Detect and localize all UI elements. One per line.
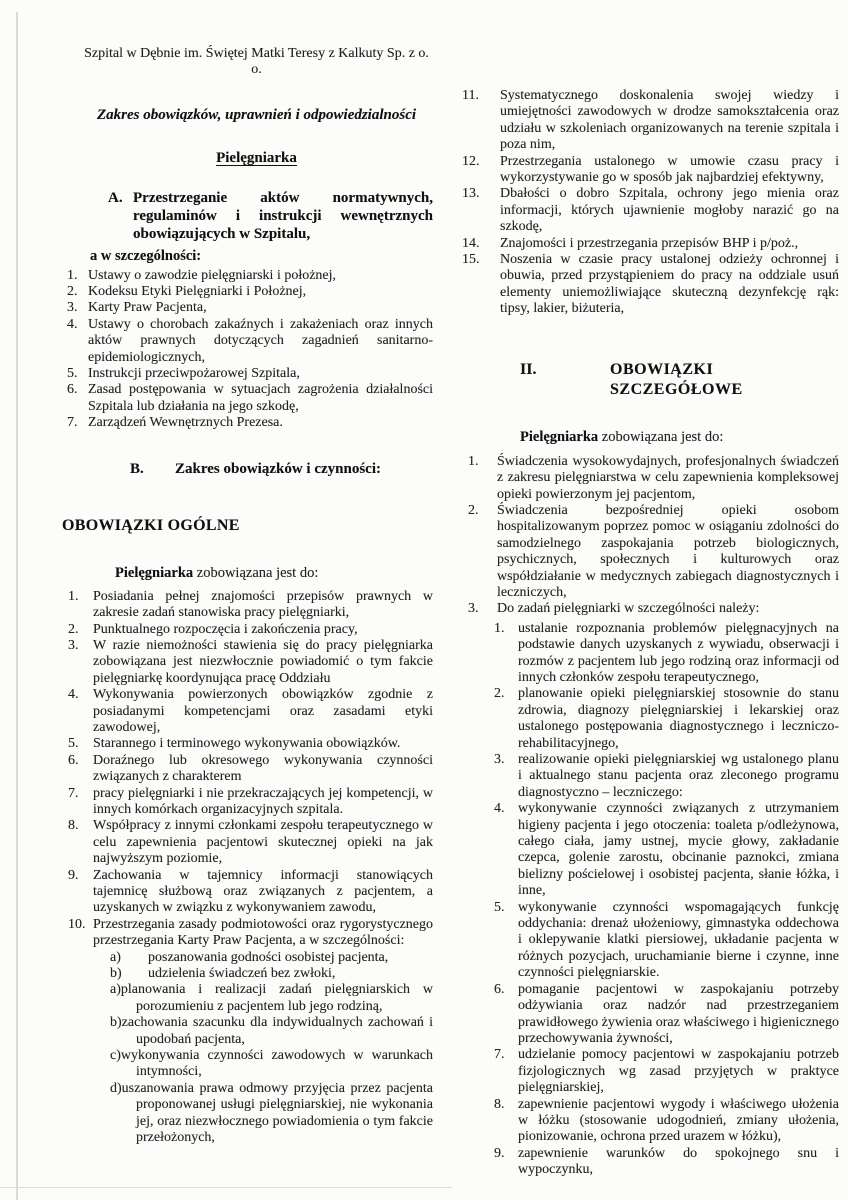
list-item [67, 284, 433, 300]
list-item [67, 415, 433, 431]
list-marker: 7. [494, 1047, 505, 1063]
list-item-text: Zachowania w tajemnicy informacji stanowiących tajemnicę służbową oraz związanych z pacjentem, a uzyskanych w związku z wykonywaniem zawodu, [93, 867, 433, 916]
list-marker: 3. [68, 637, 79, 653]
list-item [68, 917, 433, 1147]
list-item-body [518, 686, 839, 752]
intro-bold-word: Pielęgniarka [520, 428, 599, 445]
list-item-text: W razie niemożności stawienia się do pracy pielęgniarka zobowiązana jest niezwłocznie powiadomić o tym fakcie pielęgniarkę koordynująca pracę Oddziału [93, 637, 433, 686]
section-ii-heading [520, 360, 839, 400]
general-duties-heading: OBOWIĄZKI OGÓLNE [62, 516, 240, 534]
list-marker: 6. [68, 752, 79, 768]
list-item-body [494, 601, 839, 1178]
section-a-heading-text: Przestrzeganie aktów normatywnych, regulaminów i instrukcji wewnętrznych obowiązujących w Szpitalu, [133, 189, 433, 242]
sub-list-marker: b) [110, 1015, 122, 1031]
sub-list-item-text: c)wykonywania czynności zawodowych w warunkach intymności, [110, 1048, 433, 1080]
hospital-name-header: Szpital w Dębnie im. Świętej Matki Teresy z Kalkuty Sp. z o. o. [84, 46, 429, 78]
sub-list-item [110, 966, 433, 982]
document-subtitle [80, 150, 433, 166]
list-marker: 5. [67, 366, 78, 382]
list-item [68, 753, 433, 786]
list-item-body [93, 917, 433, 1147]
list-item [494, 982, 839, 1048]
list-item [68, 818, 433, 867]
list-item [67, 382, 433, 415]
list-item-body [497, 454, 839, 503]
list-item [468, 601, 839, 1178]
list-item [494, 801, 839, 899]
list-item-text: Noszenia w czasie pracy ustalonej odzieży ochronnej i obuwia, przed przystąpieniem do pracy na oddziale usuń elementy uniemożliwiające skuteczną dezynfekcję rąk: tipsy, lakier, biżuteria, [500, 252, 839, 317]
list-marker: 2. [468, 502, 479, 518]
subtitle-underlined-text: Pielęgniarka [216, 150, 297, 167]
list-item [68, 736, 433, 752]
list-marker: 13. [462, 186, 480, 202]
list-item [462, 236, 839, 252]
list-item [494, 1146, 839, 1179]
list-item-body [93, 589, 433, 622]
list-marker: 12. [462, 153, 480, 169]
list-marker: 10. [68, 916, 86, 932]
section-b-marker: B. [130, 460, 144, 477]
section-b-heading [130, 460, 433, 479]
sub-list-marker: a) [110, 982, 121, 998]
list-marker: 2. [494, 686, 505, 702]
list-item-text: Zarządzeń Wewnętrznych Prezesa. [88, 415, 283, 431]
section-ii-marker: II. [520, 360, 537, 378]
list-marker: 14. [462, 235, 480, 251]
list-marker: 9. [68, 867, 79, 883]
list-item [68, 622, 433, 638]
list-item-text: Przestrzegania zasady podmiotowości oraz rygorystycznego przestrzegania Karty Praw Pacjenta, a w szczególności: [93, 916, 433, 949]
section-a-subheading: a w szczególności: [90, 247, 202, 264]
list-item-body [88, 415, 433, 431]
list-item [494, 900, 839, 982]
list-item-body [88, 284, 433, 300]
sub-list-item-text: poszanowania godności osobistej pacjenta, [148, 949, 389, 965]
sub-list-marker: b) [110, 966, 122, 982]
section-b-heading-text: Zakres obowiązków i czynności: [175, 460, 381, 477]
list-item [67, 366, 433, 382]
list-item-body [500, 236, 839, 252]
list-item-body [93, 753, 433, 786]
sub-list-item-text: udzielenia świadczeń bez zwłoki, [148, 966, 336, 982]
sub-list-marker: d) [110, 1080, 122, 1096]
list-item-text: udzielanie pomocy pacjentowi w zaspokajaniu potrzeb fizjologicznych wg zasad przyjętych w praktyce pielęgniarskiej, [518, 1047, 839, 1096]
list-item [67, 268, 433, 284]
detailed-duties-intro [520, 428, 839, 446]
list-item-text: planowanie opieki pielęgniarskiej stosownie do stanu zdrowia, diagnozy pielęgniarskiej i lekarskiej oraz ustalonego postępowania diagnostycznego i leczniczo-rehabilitacyjnego, [518, 686, 839, 751]
list-item-body [497, 503, 839, 601]
list-item-text: Świadczenia bezpośredniej opieki osobom hospitalizowanym poprzez pomoc w osiąganiu zdolności do samodzielnego zaspokajania potrzeb biologicznych, psychicznych, społecznych i kulturowych oraz współdziałanie w medycznych zabiegach diagnostycznych i leczniczych, [497, 502, 839, 600]
list-item-body [500, 252, 839, 318]
list-item-body [93, 736, 433, 752]
list-item-body [88, 300, 433, 316]
sub-list-item [110, 950, 433, 966]
list-item [68, 868, 433, 917]
list-marker: 1. [67, 267, 78, 283]
list-item-body [93, 786, 433, 819]
list-item-text: realizowanie opieki pielęgniarskiej wg ustalonego planu i aktualnego stanu pacjenta oraz zleconego programu diagnostyczno – leczniczego: [518, 752, 839, 800]
list-item-text: ustalanie rozpoznania problemów pielęgnacyjnych na podstawie danych uzyskanych z wywiadu, obserwacji i rozmów z pacjentem lub jego rodziną oraz informacji od innych członków zespołu terapeutycznego, [518, 620, 839, 685]
list-item [462, 154, 839, 187]
list-marker: 3. [67, 300, 78, 316]
list-item-body [88, 366, 433, 382]
general-duties-list [62, 589, 433, 1147]
list-marker: 8. [68, 818, 79, 834]
list-item-text: Starannego i terminowego wykonywania obowiązków. [93, 736, 401, 752]
list-item-text: Znajomości i przestrzegania przepisów BHP i p/poż., [500, 235, 799, 251]
sub-list-item-text: d)uszanowania prawa odmowy przyjęcia przez pacjenta proponowanej usługi pielęgniarskiej, nie wykonania jej, oraz niezwłocznego powiadomienia o tym fakcie przełożonych, [110, 1080, 433, 1146]
list-marker: 2. [67, 284, 78, 300]
list-item-text: Ustawy o chorobach zakaźnych i zakażeniach oraz innych aktów prawnych dotyczących zagadnień sanitarno-epidemiologicznych, [88, 316, 433, 365]
list-item-body [93, 868, 433, 917]
general-duties-intro [115, 564, 433, 582]
list-item-text: Kodeksu Etyki Pielęgniarki i Położnej, [88, 284, 307, 300]
list-item [494, 686, 839, 752]
list-item [468, 503, 839, 601]
sub-list-marker: c) [110, 1048, 121, 1064]
list-item-text: Instrukcji przeciwpożarowej Szpitala, [88, 366, 300, 382]
list-item-text: Doraźnego lub okresowego wykonywania czynności związanych z charakterem [93, 752, 433, 785]
intro-rest-text: zobowiązana jest do: [193, 564, 319, 581]
detailed-duties-list [462, 454, 839, 1179]
list-item-text: Zasad postępowania w sytuacjach zagrożenia działalności Szpitala lub działania na jego szkodę, [88, 382, 433, 414]
list-item-body [518, 982, 839, 1048]
list-item-body [500, 88, 839, 154]
sub-list-item [110, 1048, 433, 1081]
list-item-text: Dbałości o dobro Szpitala, ochrony jego mienia oraz informacji, których ujawnienie mogłoby narazić go na szkodę, [500, 186, 839, 235]
list-item-body [88, 382, 433, 415]
list-item-body [93, 687, 433, 736]
list-marker: 11. [462, 88, 479, 103]
list-marker: 15. [462, 252, 480, 268]
document-title: Zakres obowiązków, uprawnień i odpowiedzialności [96, 106, 417, 123]
list-item [468, 454, 839, 503]
list-marker: 9. [494, 1145, 505, 1161]
list-item [68, 786, 433, 819]
list-item-body [93, 622, 433, 638]
intro-bold-word: Pielęgniarka [115, 564, 194, 581]
list-item-body [88, 268, 433, 284]
list-item-body [518, 752, 839, 801]
sub-item-group [110, 950, 433, 1147]
sub-list-item [110, 1015, 433, 1048]
list-marker: 7. [68, 785, 79, 801]
section-a-heading [108, 189, 433, 243]
sub-list-item [110, 982, 433, 1015]
list-item-body [518, 900, 839, 982]
list-item [494, 1097, 839, 1146]
nested-number-list [494, 621, 839, 1179]
list-item-text: Świadczenia wysokowydajnych, profesjonalnych świadczeń z zakresu pielęgniarstwa w celu zapewnienia kompleksowej opieki powierzonym jej pacjentom, [497, 453, 839, 502]
list-marker: 7. [67, 415, 78, 431]
list-item [68, 589, 433, 622]
list-item-text: Przestrzegania ustalonego w umowie czasu pracy i wykorzystywanie go w sposób jak najbardziej efektywny, [500, 153, 839, 186]
list-item-text: Punktualnego rozpoczęcia i zakończenia pracy, [93, 621, 358, 637]
list-item [68, 687, 433, 736]
list-item-text: Do zadań pielęgniarki w szczególności należy: [497, 601, 760, 617]
list-item [462, 252, 839, 318]
list-marker: 2. [68, 621, 79, 637]
list-item-body [518, 1146, 839, 1179]
sub-list-item-text: b)zachowania szacunku dla indywidualnych zachowań i upodobań pacjenta, [110, 1015, 433, 1047]
list-marker: 4. [68, 687, 79, 703]
list-item [494, 752, 839, 801]
list-item [67, 300, 433, 316]
list-item-body [500, 154, 839, 187]
list-marker: 6. [494, 981, 505, 997]
list-item-text: Karty Praw Pacjenta, [88, 300, 207, 316]
right-column [462, 0, 839, 1179]
sub-list-item [110, 1081, 433, 1147]
list-item-text: zapewnienie warunków do spokojnego snu i wypoczynku, [518, 1145, 839, 1178]
list-item-body [500, 186, 839, 235]
list-item-text: wykonywanie czynności związanych z utrzymaniem higieny pacjenta i jego otoczenia: toaleta p/odleżynowa, całego ciała, jamy ustnej, mycie głowy, zakładanie czepca, golenie zarostu, obcinanie paznokci, zmiana bielizny pościelowej i osobistej pacjenta, słanie łóżka, i inne, [518, 801, 839, 899]
list-item [67, 317, 433, 366]
scan-edge-artifact-horizontal [0, 1187, 452, 1188]
list-marker: 6. [67, 382, 78, 398]
list-marker: 3. [494, 752, 505, 767]
sub-list-marker: a) [110, 949, 121, 965]
section-a-marker: A. [108, 189, 123, 206]
list-item-body [93, 818, 433, 867]
list-marker: 1. [494, 620, 505, 636]
left-column [62, 0, 433, 1147]
list-item-text: Ustawy o zawodzie pielęgniarski i położnej, [88, 267, 337, 283]
list-item-text: Systematycznego doskonalenia swojej wiedzy i umiejętności zawodowych w drodze samokształcenia oraz udziału w szkoleniach organizowanych na terenie szpitala i poza nim, [500, 88, 839, 153]
list-item-text: zapewnienie pacjentowi wygody i właściwego ułożenia w łóżku (stosowanie udogodnień, zmiany ułożenia, pionizowanie, ochrona przed urazem w łóżku), [518, 1096, 839, 1145]
list-item-body [518, 621, 839, 687]
scan-edge-artifact-vertical [16, 12, 18, 1200]
list-item-text: wykonywanie czynności wspomagających funkcję oddychania: drenaż ułożeniowy, gimnastyka oddechowa i oklepywanie klatki piersiowej, układanie pacjenta w różnych pozycjach, uruchamianie bierne i czynne, inne czynności pielęgniarskie. [518, 899, 839, 981]
list-marker: 5. [494, 899, 505, 915]
list-marker: 4. [67, 316, 78, 332]
list-marker: 8. [494, 1096, 505, 1112]
section-ii-heading-text: OBOWIĄZKI SZCZEGÓŁOWE [610, 360, 743, 398]
document-head-block [62, 46, 433, 167]
list-item-text: Wykonywania powierzonych obowiązków zgodnie z posiadanymi kompetencjami oraz zasadami etyki zawodowej, [93, 687, 433, 735]
section-a-list [62, 268, 433, 432]
list-item-text: Posiadania pełnej znajomości przepisów prawnych w zakresie zadań stanowiska pracy pielęgniarki, [93, 588, 433, 621]
list-item-body [518, 801, 839, 899]
general-duties-list-continued [462, 88, 839, 318]
list-item-body [88, 317, 433, 366]
list-marker: 3. [468, 601, 479, 617]
list-item-text: Współpracy z innymi członkami zespołu terapeutycznego w celu zapewnienia pacjentowi skutecznej opieki na jak najwyższym poziomie, [93, 818, 433, 867]
list-marker: 5. [68, 736, 79, 752]
list-marker: 4. [494, 801, 505, 817]
list-item-text: pomaganie pacjentowi w zaspokajaniu potrzeby odżywiania oraz nadzór nad przestrzeganiem prawidłowego żywienia oraz właściwego i higienicznego przechowywania żywności, [518, 981, 839, 1046]
intro-rest-text: zobowiązana jest do: [598, 428, 724, 445]
list-item-body [518, 1047, 839, 1096]
list-item-text: pracy pielęgniarki i nie przekraczających jej kompetencji, w innych komórkach organizacyjnych szpitala. [93, 785, 433, 817]
list-marker: 1. [68, 588, 79, 604]
list-marker: 1. [468, 453, 479, 469]
sub-list-item-text: a)planowania i realizacji zadań pielęgniarskich w porozumieniu z pacjentem lub jego rodziną, [110, 982, 433, 1014]
list-item [68, 638, 433, 687]
list-item [494, 621, 839, 687]
list-item [462, 88, 839, 154]
list-item-body [518, 1097, 839, 1146]
list-item-body [93, 638, 433, 687]
list-item [462, 186, 839, 235]
list-item [494, 1047, 839, 1096]
